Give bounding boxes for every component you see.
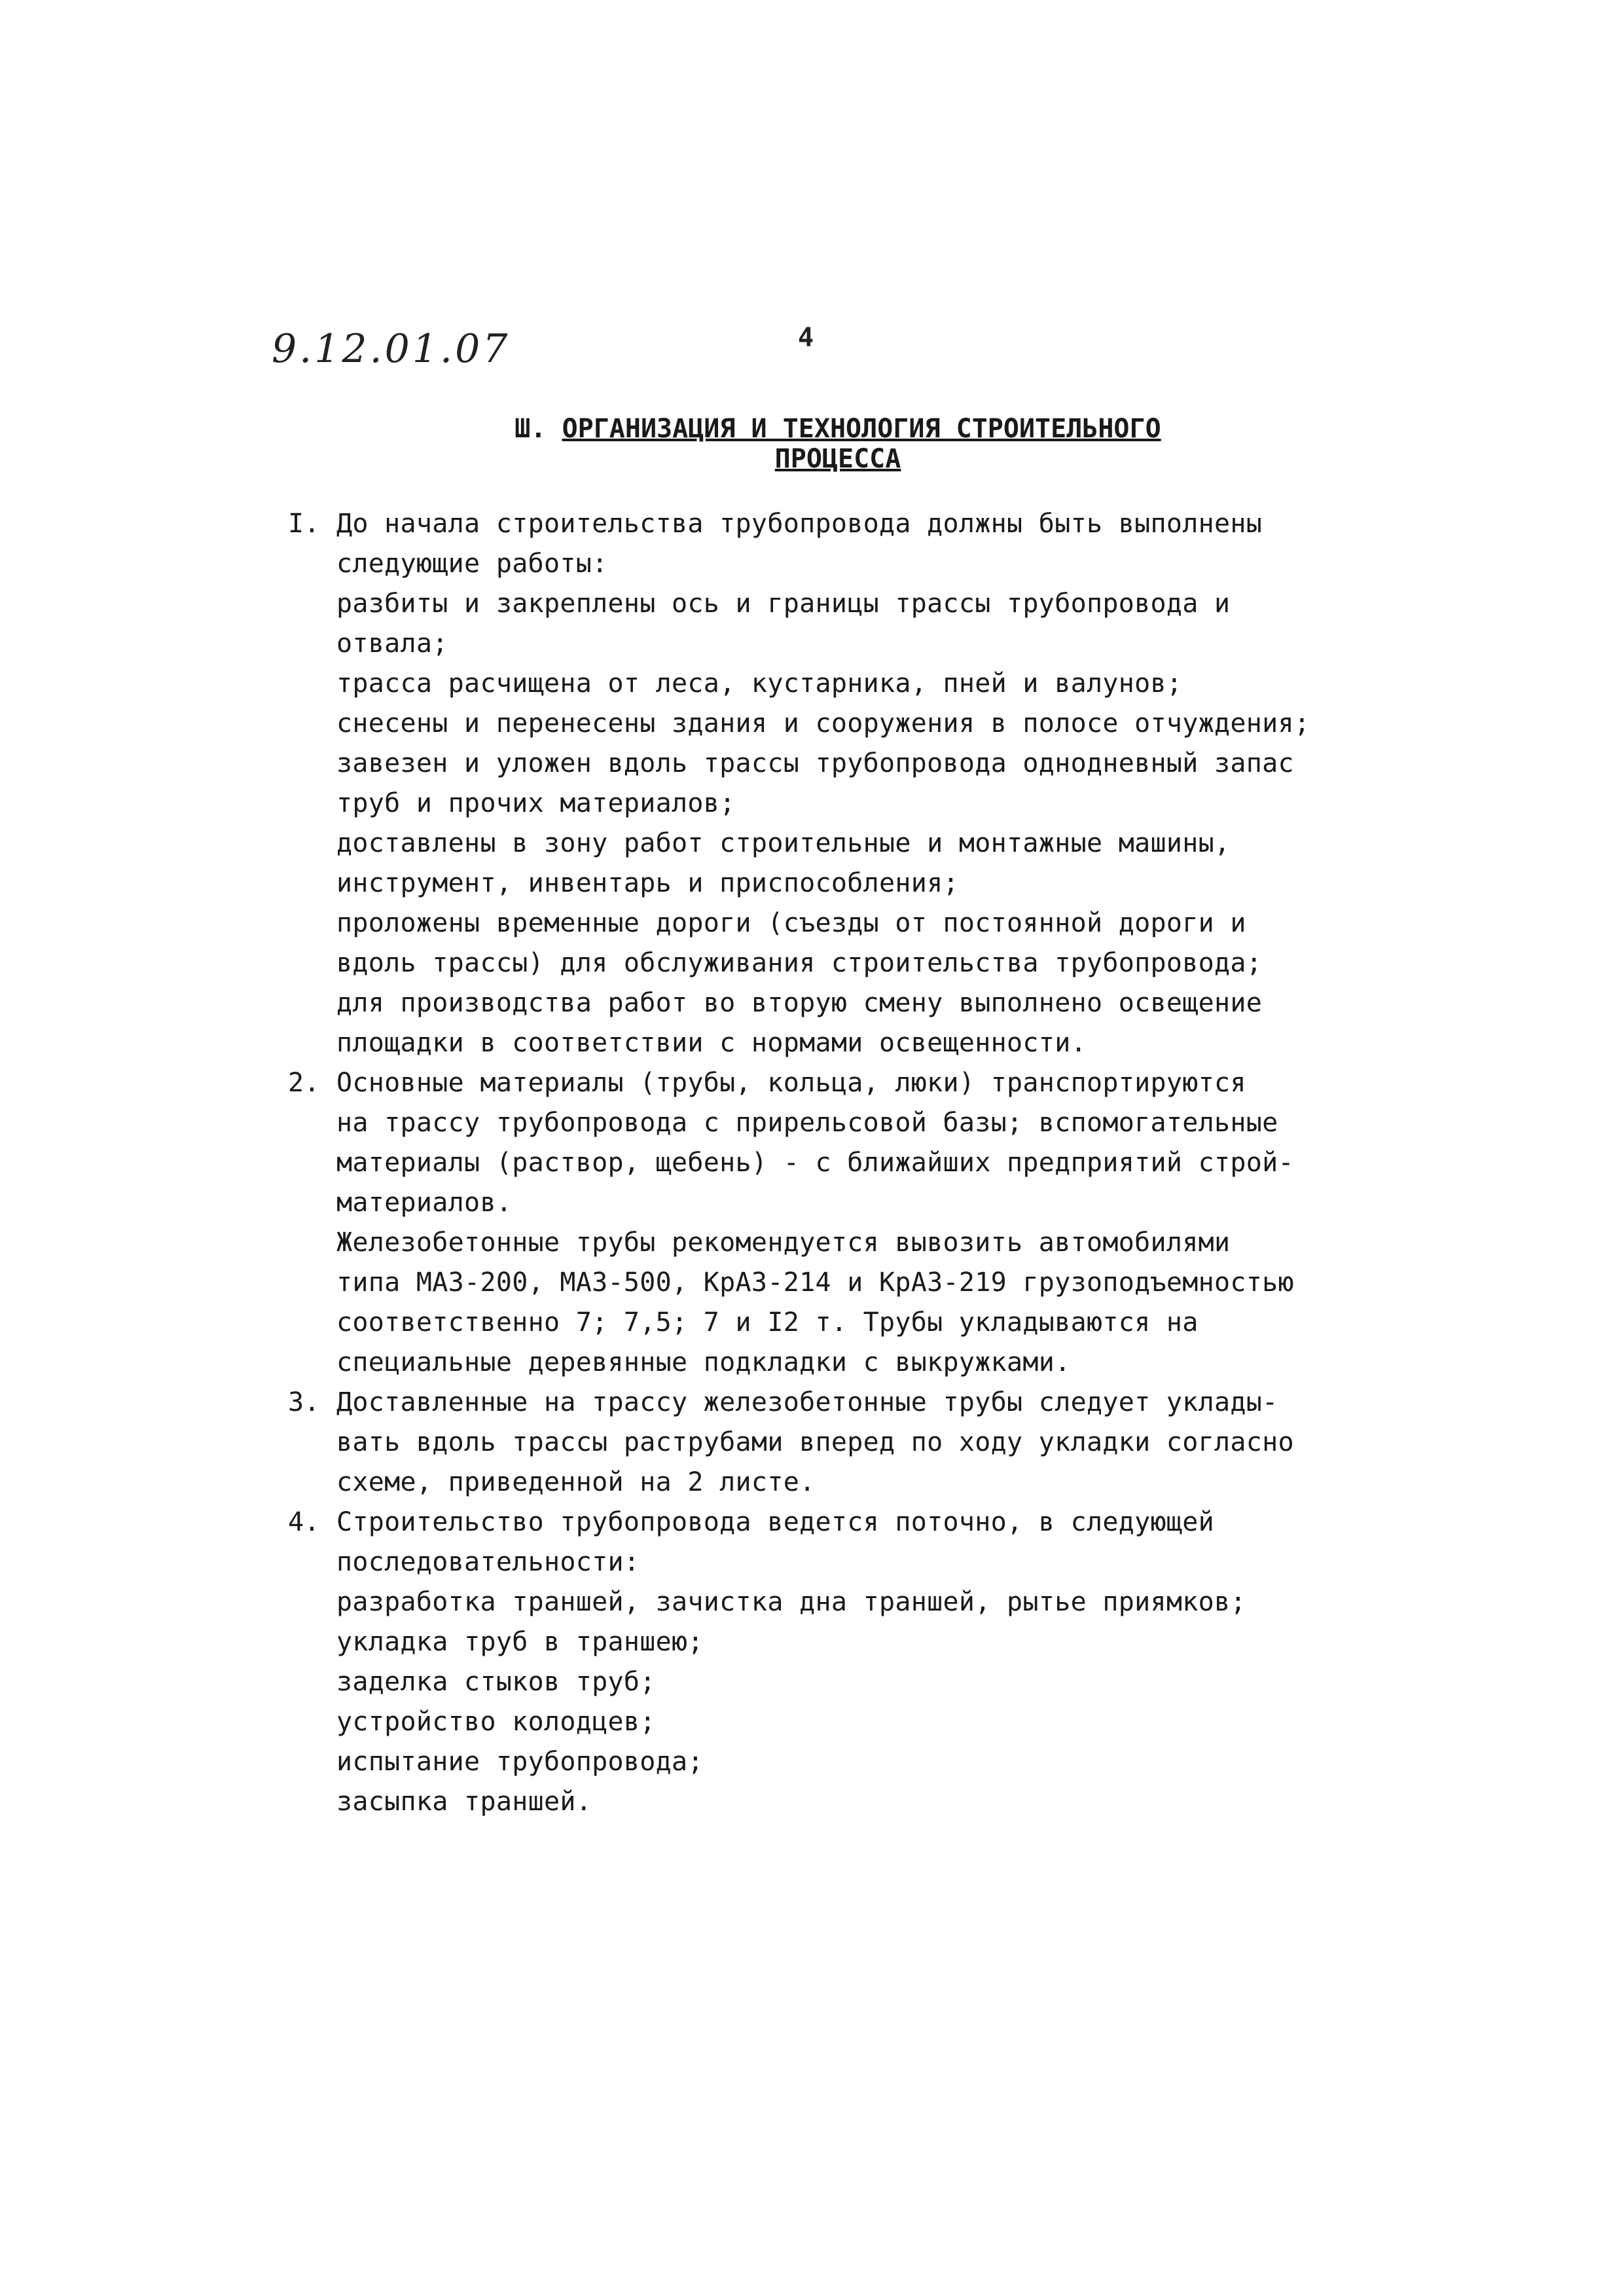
text-line: вдоль трассы) для обслуживания строительства трубопровода; — [336, 948, 1263, 978]
list-item-number: 4. — [288, 1507, 320, 1537]
text-line: специальные деревянные подкладки с выкружками. — [336, 1347, 1071, 1377]
text-line: труб и прочих материалов; — [336, 788, 736, 818]
text-line: соответственно 7; 7,5; 7 и I2 т. Трубы укладываются на — [336, 1307, 1199, 1338]
text-line: на трассу трубопровода с прирельсовой базы; вспомогательные — [336, 1108, 1278, 1138]
text-line: для производства работ во вторую смену выполнено освещение — [336, 988, 1263, 1018]
text-line: разработка траншей, зачистка дна траншей, рытье приямков; — [336, 1587, 1246, 1617]
document-code: 9.12.01.07 — [272, 326, 511, 372]
text-line: доставлены в зону работ строительные и монтажные машины, — [336, 828, 1231, 858]
list-item-text — [336, 1383, 1362, 1503]
list-item-3 — [288, 1383, 1362, 1503]
text-line: следующие работы: — [336, 549, 608, 579]
text-line: материалы (раствор, щебень) - с ближайших предприятий строй- — [336, 1148, 1294, 1178]
text-line: проложены временные дороги (съезды от постоянной дороги и — [336, 908, 1246, 938]
text-line: материалов. — [336, 1188, 513, 1218]
text-line: схеме, приведенной на 2 листе. — [336, 1467, 816, 1497]
text-line: засыпка траншей. — [336, 1787, 592, 1817]
list-item-1 — [288, 504, 1362, 1063]
section-title — [452, 414, 1224, 474]
text-line: снесены и перенесены здания и сооружения в полосе отчуждения; — [336, 708, 1310, 738]
text-line: Железобетонные трубы рекомендуется вывозить автомобилями — [336, 1228, 1231, 1258]
text-line: последовательности: — [336, 1547, 640, 1577]
text-line: трасса расчищена от леса, кустарника, пней и валунов; — [336, 668, 1183, 699]
page-number: 4 — [798, 323, 814, 353]
text-line: вать вдоль трассы раструбами вперед по ходу укладки согласно — [336, 1427, 1294, 1457]
text-line: Доставленные на трассу железобетонные трубы следует уклады- — [336, 1387, 1278, 1417]
list-item-text — [336, 504, 1362, 1063]
list-item-number: 3. — [288, 1387, 320, 1417]
text-line: завезен и уложен вдоль трассы трубопровода однодневный запас — [336, 748, 1294, 778]
text-line: укладка труб в траншею; — [336, 1627, 704, 1657]
list-item-text — [336, 1063, 1362, 1383]
section-numeral: Ш. — [514, 414, 547, 444]
text-line: Основные материалы (трубы, кольца, люки) транспортируются — [336, 1068, 1246, 1098]
list-item-text — [336, 1503, 1362, 1822]
text-line: устройство колодцев; — [336, 1707, 656, 1737]
list-item-number: I. — [288, 509, 320, 539]
section-title-line-2: ПРОЦЕССА — [774, 444, 901, 474]
text-line: инструмент, инвентарь и приспособления; — [336, 868, 959, 898]
list-item-4 — [288, 1503, 1362, 1822]
text-line: испытание трубопровода; — [336, 1747, 704, 1777]
list-item-2 — [288, 1063, 1362, 1383]
document-body — [288, 504, 1362, 1822]
text-line: типа МАЗ-200, МАЗ-500, КрАЗ-214 и КрАЗ-219 грузоподъемностью — [336, 1267, 1294, 1298]
text-line: Строительство трубопровода ведется поточно, в следующей — [336, 1507, 1215, 1537]
text-line: площадки в соответствии с нормами освещенности. — [336, 1028, 1087, 1058]
list-item-number: 2. — [288, 1068, 320, 1098]
text-line: До начала строительства трубопровода должны быть выполнены — [336, 509, 1263, 539]
text-line: разбиты и закреплены ось и границы трассы трубопровода и — [336, 589, 1231, 619]
text-line: отвала; — [336, 629, 448, 659]
text-line: заделка стыков труб; — [336, 1667, 656, 1697]
section-title-line-1: ОРГАНИЗАЦИЯ И ТЕХНОЛОГИЯ СТРОИТЕЛЬНОГО — [562, 414, 1161, 444]
